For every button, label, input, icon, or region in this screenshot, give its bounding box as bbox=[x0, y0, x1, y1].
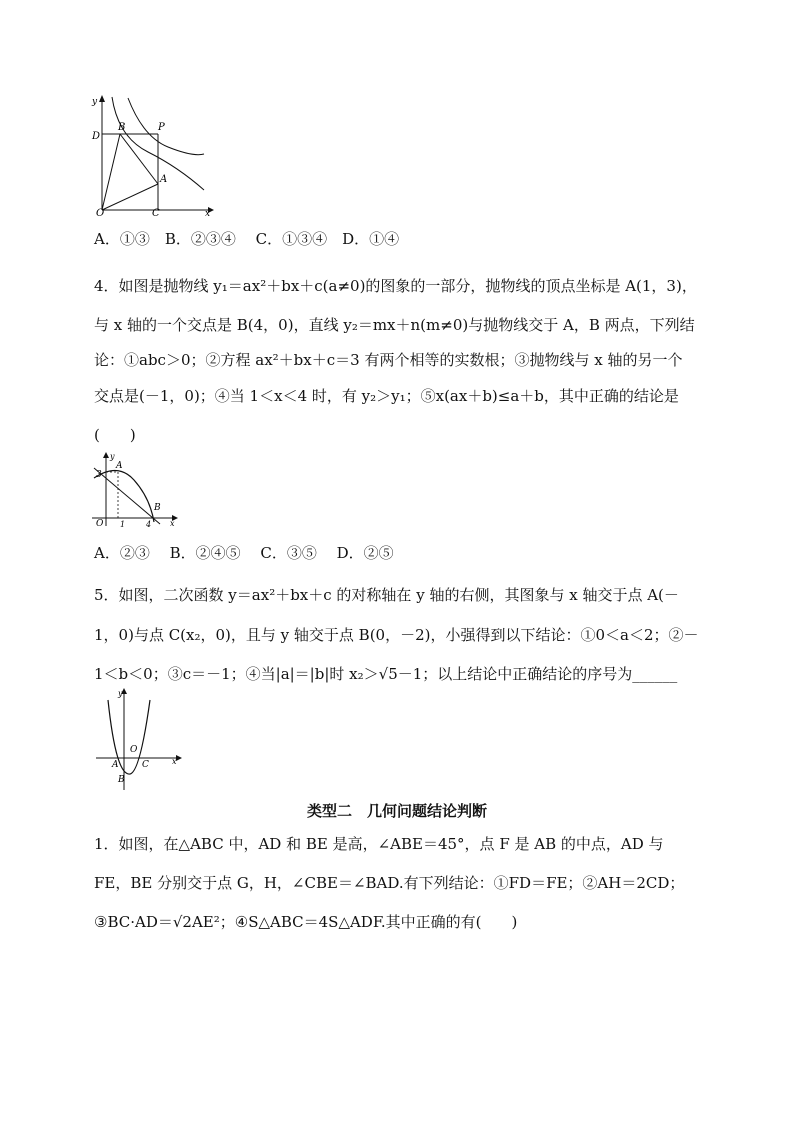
q3-options: A．①③ B．②③④ C．①③④ D．①④ bbox=[94, 230, 400, 248]
q3-label-y: y bbox=[92, 97, 98, 107]
q5-label-O: O bbox=[130, 745, 138, 755]
q5-line-2: 1，0)与点 C(x₂，0)，且与 y 轴交于点 B(0，－2)，小强得到以下结论：①0＜a＜2；②－ bbox=[94, 626, 699, 644]
q3-figure bbox=[88, 92, 218, 218]
q4-label-4: 4 bbox=[146, 520, 152, 529]
q4-figure bbox=[88, 450, 180, 530]
q3-label-x: x bbox=[205, 209, 211, 218]
q4-label-x: x bbox=[170, 519, 175, 528]
s2q1-line-1: 1．如图，在△ABC 中，AD 和 BE 是高，∠ABE＝45°，点 F 是 AB 的中点，AD 与 bbox=[94, 835, 664, 853]
s2q1-line-2: FE，BE 分别交于点 G，H，∠CBE＝∠BAD.有下列结论：①FD＝FE；②AH＝2CD； bbox=[94, 874, 685, 892]
q5-line-1: 5．如图，二次函数 y＝ax²＋bx＋c 的对称轴在 y 轴的右侧，其图象与 x 轴交于点 A(－ bbox=[94, 586, 679, 604]
q4-line-1: 4．如图是抛物线 y₁＝ax²＋bx＋c(a≠0)的图象的一部分，抛物线的顶点坐标是 A(1，3)， bbox=[94, 277, 697, 295]
q4-label-y: y bbox=[110, 452, 115, 461]
q5-label-y: y bbox=[118, 689, 123, 698]
q5-label-A: A bbox=[112, 760, 119, 770]
q4-line-4: 交点是(－1，0)；④当 1＜x＜4 时，有 y₂＞y₁；⑤x(ax＋b)≤a＋b，其中正确的结论是 bbox=[94, 387, 679, 405]
q3-label-D: D bbox=[92, 131, 101, 142]
q3-label-C: C bbox=[152, 208, 160, 218]
q3-label-O: O bbox=[96, 208, 105, 218]
q5-label-x: x bbox=[172, 757, 177, 766]
q3-label-A: A bbox=[160, 174, 168, 185]
q4-label-3: 3 bbox=[96, 470, 102, 480]
q5-label-C: C bbox=[142, 760, 149, 770]
q4-label-B: B bbox=[154, 503, 161, 513]
q4-options: A．②③ B．②④⑤ C．③⑤ D．②⑤ bbox=[94, 544, 394, 562]
q4-line-5: ( ) bbox=[94, 426, 136, 444]
q4-label-A: A bbox=[116, 461, 123, 471]
q4-label-1: 1 bbox=[120, 520, 126, 529]
q5-line-3: 1＜b＜0；③c＝－1；④当|a|＝|b|时 x₂＞√5－1；以上结论中正确结论的序号为______ bbox=[94, 665, 678, 683]
s2q1-line-3: ③BC·AD＝√2AE²；④S△ABC＝4S△ADF.其中正确的有( ) bbox=[94, 913, 518, 931]
q3-label-P: P bbox=[158, 122, 165, 133]
q5-label-B: B bbox=[118, 775, 125, 785]
q4-line-3: 论：①abc＞0；②方程 ax²＋bx＋c＝3 有两个相等的实数根；③抛物线与 x 轴的另一个 bbox=[94, 351, 683, 369]
q4-label-O: O bbox=[96, 519, 104, 529]
section-title: 类型二 几何问题结论判断 bbox=[306, 802, 487, 820]
q4-line-2: 与 x 轴的一个交点是 B(4，0)，直线 y₂＝mx＋n(m≠0)与抛物线交于 A，B 两点，下列结 bbox=[94, 316, 695, 334]
q3-label-B: B bbox=[118, 122, 126, 133]
q5-figure bbox=[92, 686, 184, 792]
